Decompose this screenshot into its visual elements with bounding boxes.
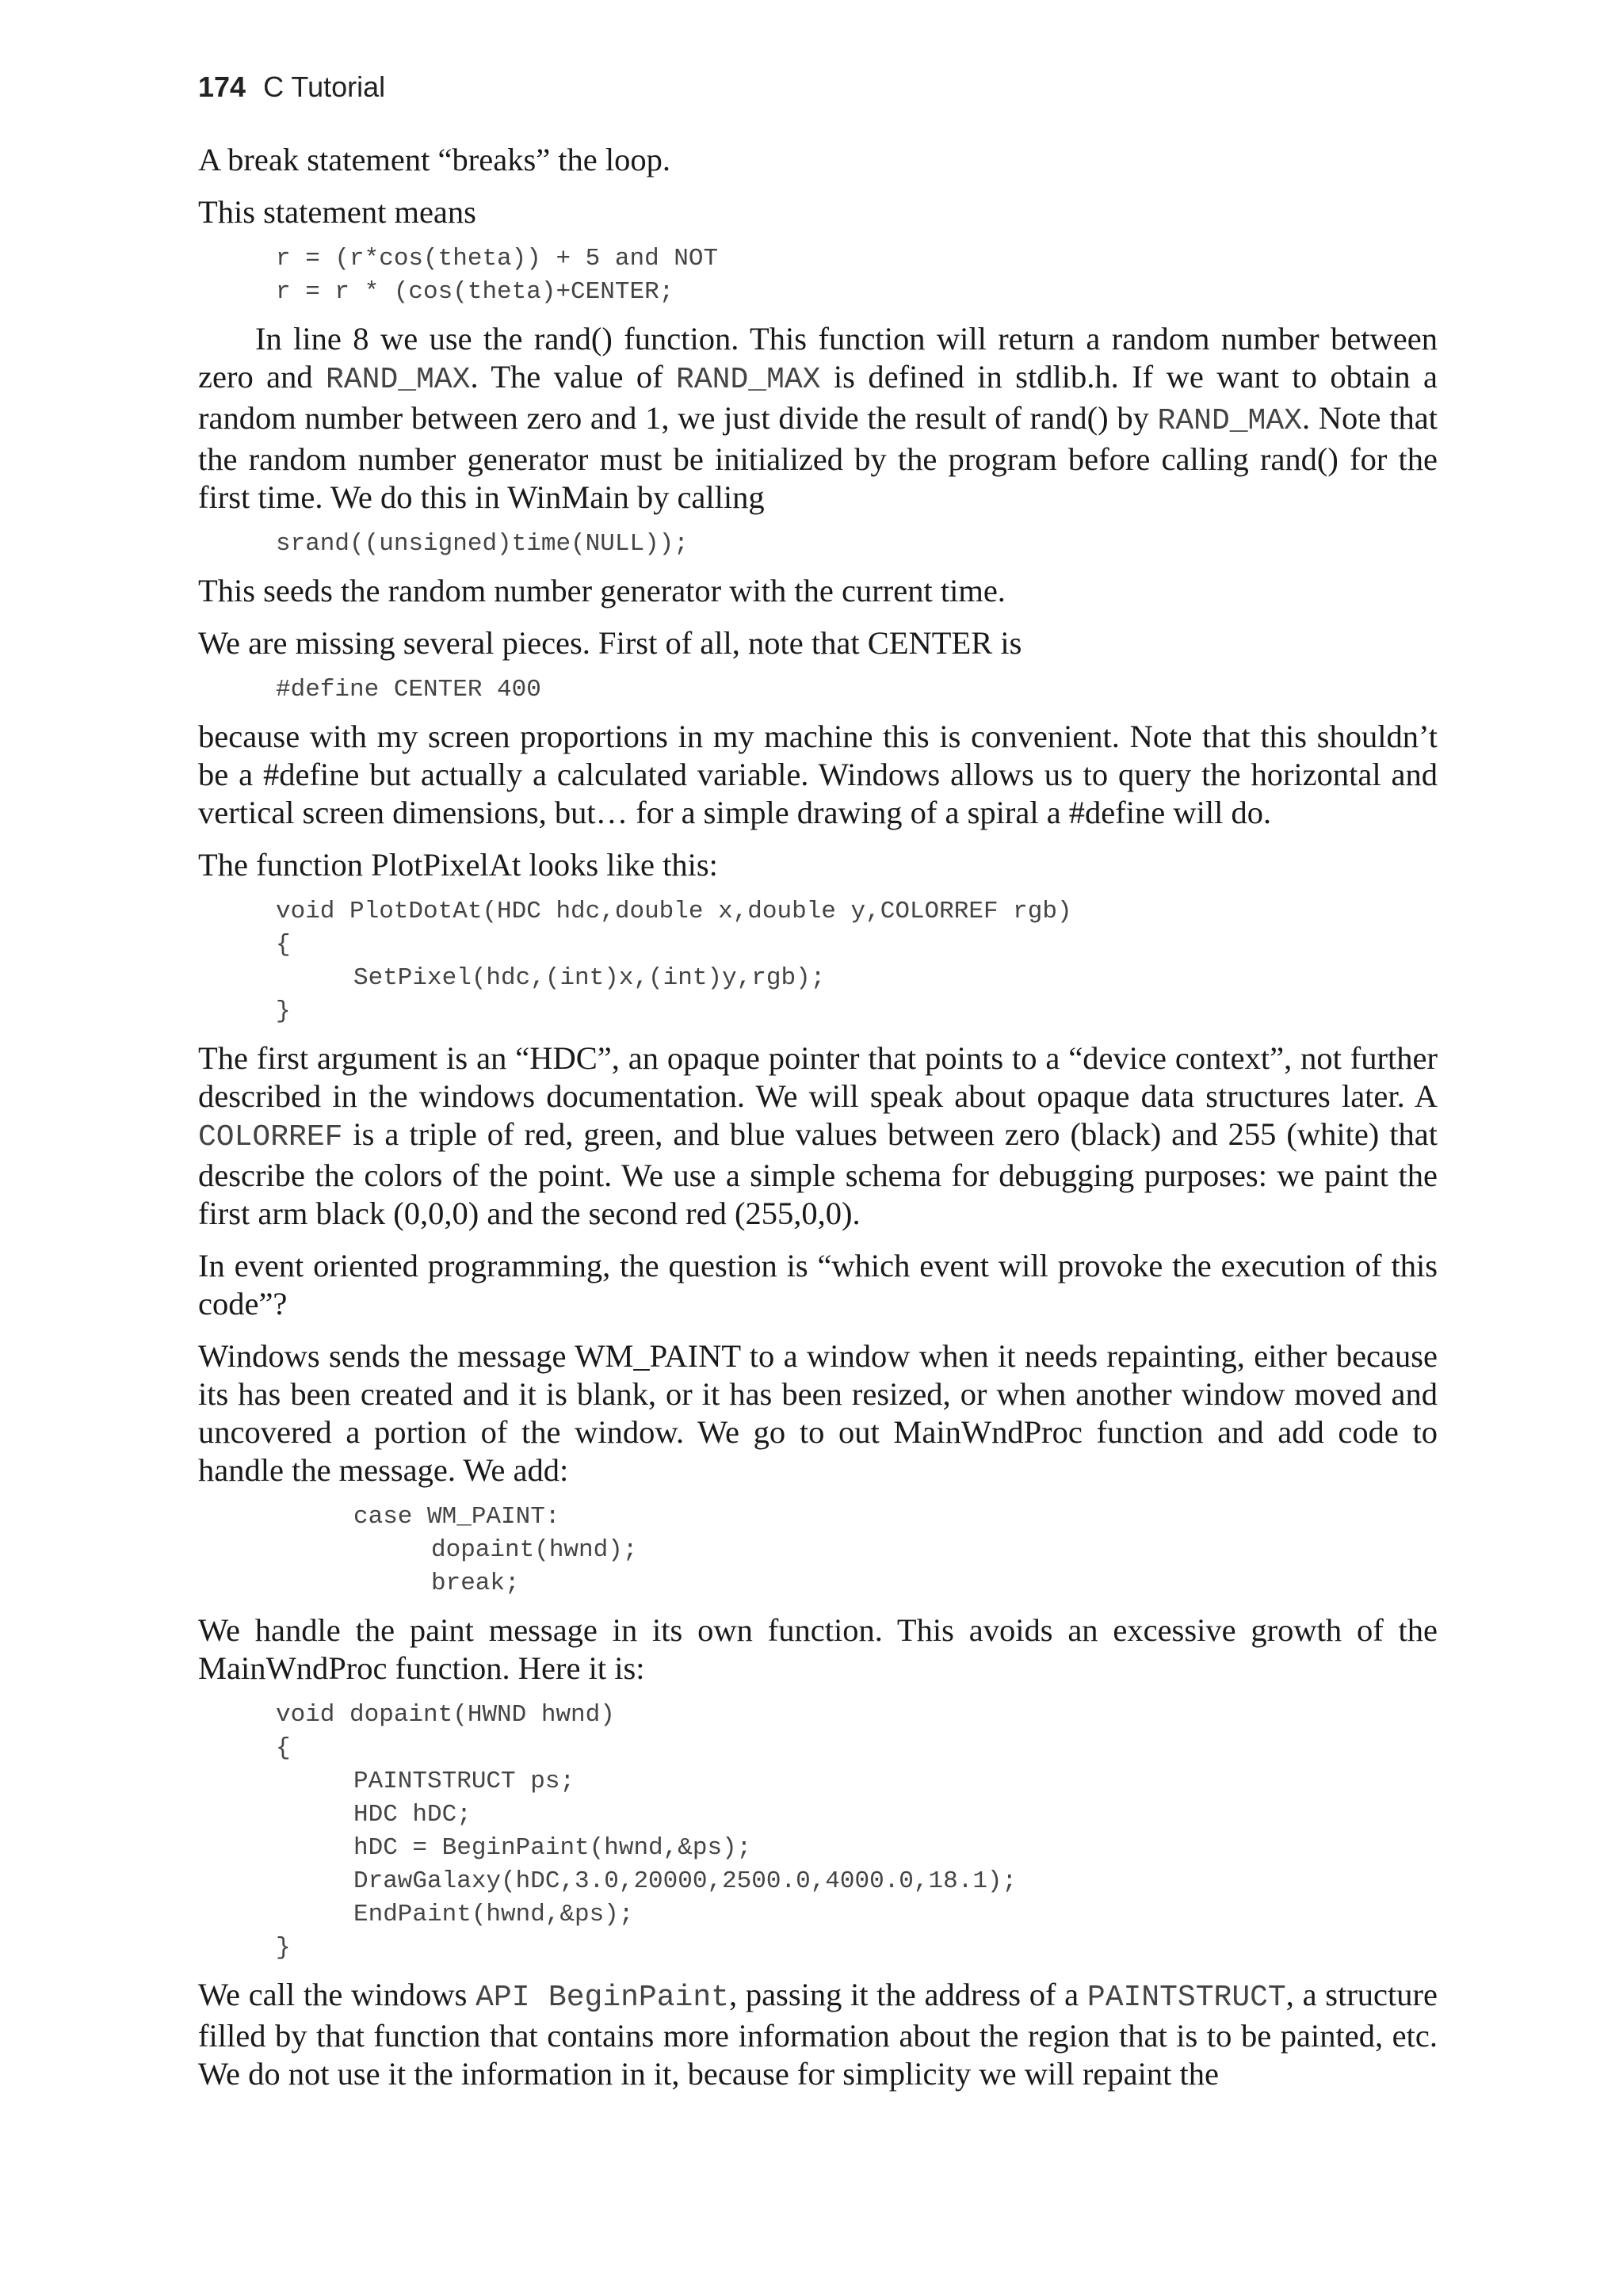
text-run: The first argument is an “HDC”, an opaque pointer that points to a “device context”, not further described in the windows documentation. We will speak about opaque data structures later. A xyxy=(198,1040,1438,1114)
code-line: void PlotDotAt(HDC hdc,double x,double y,COLORREF rgb) xyxy=(276,898,1072,925)
code-line: { xyxy=(276,1734,291,1762)
code-block xyxy=(276,528,1438,561)
paragraph xyxy=(198,1039,1438,1233)
paragraph: We handle the paint message in its own function. This avoids an excessive growth of the MainWndProc function. Here it is: xyxy=(198,1612,1438,1686)
paragraph: The function PlotPixelAt looks like this: xyxy=(198,847,718,883)
code-line: SetPixel(hdc,(int)x,(int)y,rgb); xyxy=(353,964,826,992)
text-run: is a triple of red, green, and blue values between zero (black) and 255 (white) that describe the colors of the point. We use a simple schema for debugging purposes: we paint the first arm black (0,0,0) and the second red (255,0,0). xyxy=(198,1116,1438,1231)
code-line: HDC hDC; xyxy=(353,1801,472,1829)
code-line: case WM_PAINT: xyxy=(353,1503,560,1531)
inline-code: RAND_MAX xyxy=(1157,404,1302,438)
code-block xyxy=(276,673,1438,707)
code-block xyxy=(353,1501,1438,1600)
inline-code: RAND_MAX xyxy=(326,363,471,397)
paragraph: A break statement “breaks” the loop. xyxy=(198,142,671,177)
page-number: 174 xyxy=(198,71,246,103)
paragraph: because with my screen proportions in my machine this is convenient. Note that this shouldn’t be a #define but actually a calculated variable. Windows allows us to query the horizontal and vertical screen dimensions, but… for a simple drawing of a spiral a #define will do. xyxy=(198,719,1438,830)
code-block xyxy=(276,895,1438,1028)
code-line: break; xyxy=(431,1569,520,1597)
text-run: . Note that the random number generator must be initialized by the program before calling rand() for the first time. We do this in WinMain by calling xyxy=(198,400,1438,515)
inline-code: RAND_MAX xyxy=(676,363,821,397)
text-run: We call the windows xyxy=(198,1977,476,2012)
paragraph: In event oriented programming, the question is “which event will provoke the execution of this code”? xyxy=(198,1248,1438,1322)
paragraph: We are missing several pieces. First of all, note that CENTER is xyxy=(198,625,1022,661)
code-line: void dopaint(HWND hwnd) xyxy=(276,1701,615,1729)
code-line: PAINTSTRUCT ps; xyxy=(353,1768,575,1795)
code-line: } xyxy=(276,1934,291,1962)
code-line: hDC = BeginPaint(hwnd,&ps); xyxy=(353,1834,752,1862)
paragraph: Windows sends the message WM_PAINT to a window when it needs repainting, either because its has been created and it is blank, or it has been resized, or when another window moved and uncovered a portion of the window. We go to out MainWndProc function and add code to handle the message. We add: xyxy=(198,1338,1438,1488)
code-block xyxy=(276,1699,1438,1965)
paragraph xyxy=(198,1976,1438,2093)
text-run: , passing it the address of a xyxy=(728,1977,1087,2012)
code-line: EndPaint(hwnd,&ps); xyxy=(353,1901,634,1928)
code-line: dopaint(hwnd); xyxy=(431,1536,638,1564)
inline-code: API BeginPaint xyxy=(475,1981,729,2015)
running-header xyxy=(198,68,385,106)
code-line: DrawGalaxy(hDC,3.0,20000,2500.0,4000.0,18.1); xyxy=(353,1867,1018,1895)
text-run: . The value of xyxy=(470,359,677,395)
code-line: r = r * (cos(theta)+CENTER; xyxy=(276,278,674,306)
paragraph xyxy=(198,320,1438,517)
code-line: r = (r*cos(theta)) + 5 and NOT xyxy=(276,245,719,273)
inline-code: PAINTSTRUCT xyxy=(1086,1981,1286,2015)
running-title: C Tutorial xyxy=(263,71,386,103)
text-run: is defined in stdlib.h. If we want to obtain a random number between zero and 1, we just divide the result of rand() by xyxy=(198,359,1438,436)
paragraph: This statement means xyxy=(198,194,476,230)
code-line: srand((unsigned)time(NULL)); xyxy=(276,530,689,558)
text-run: In line 8 we use the rand() function. This function will return a random number between zero and xyxy=(198,321,1438,395)
body-text xyxy=(198,141,1438,2107)
code-block xyxy=(276,242,1438,309)
code-line: } xyxy=(276,997,291,1025)
inline-code: COLORREF xyxy=(198,1120,343,1154)
paragraph: This seeds the random number generator with the current time. xyxy=(198,573,1006,608)
code-line: { xyxy=(276,931,291,959)
text-run: , a structure filled by that function that contains more information about the region that is to be painted, etc. We do not use it the information in it, because for simplicity we will repaint the xyxy=(198,1977,1438,2092)
code-line: #define CENTER 400 xyxy=(276,676,541,704)
